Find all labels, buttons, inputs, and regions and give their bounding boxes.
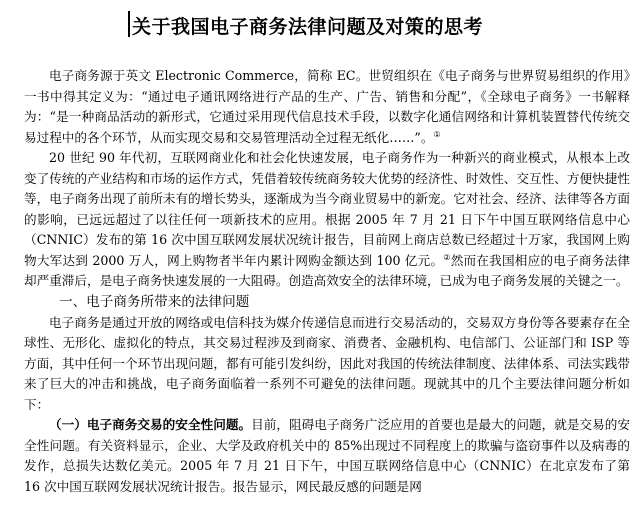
paragraph-legal-issues: 电子商务是通过开放的网络或电信科技为媒介传递信息而进行交易活动的，交易双方身份等各要素存在全球性、无形化、虚拟化的特点，其交易过程涉及到商家、消费者、金融机构、电信部门、公证部门和 ISP 等方面，其中任何一个环节出现问题，都有可能引发纠纷，因此对我国的传统法律制度、法律体系、司法实践带来了巨大的冲击和挑战，电子商务面临着一系列不可避免的法律问题。现就其中的几个主要法律问题分析如下： <box>24 314 630 412</box>
paragraph-background-text-b: 然而在我国相应的电子商务法律却严重滞后，是电子商务快速发展的一大阻碍。创造高效安全的法律环境，已成为电子商务发展的关键之一。 <box>24 252 630 288</box>
paragraph-background-text-a: 20 世纪 90 年代初，互联网商业化和社会化快速发展，电子商务作为一种新兴的商业模式，从根本上改变了传统的产业结构和市场的运作方式，凭借着较传统商务较大优势的经济性、时效性、交互性、方便快捷性等，电子商务出现了前所未有的增长势头，逐渐成为当今商业贸易中的新宠。它对社会、经济、法律等各方面的影响，已远远超过了以往任何一项新技术的应用。根据 2005 年 7 月 21 日下午中国互联网络信息中心（CNNIC）发布的第 16 次中国互联网发展状况统计报告，目前网上商店总数已经超过十万家，我国网上购物大军达到 2000 万人，网上购物者半年内累计网购金额达到 100 亿元。 <box>24 150 630 268</box>
document-title: 关于我国电子商务法律问题及对策的思考 <box>132 16 484 38</box>
paragraph-background <box>24 148 630 292</box>
subsection-heading-security: （一）电子商务交易的安全性问题。 <box>49 417 252 432</box>
paragraph-security <box>24 415 630 497</box>
footnote-ref-2: ② <box>443 252 451 262</box>
paragraph-security-text: 目前，阻碍电子商务广泛应用的首要也是最大的问题，就是交易的安全性问题。有关资料显示，企业、大学及政府机关中的 85%出现过不同程度上的欺骗与盗窃事件以及病毒的发作，总损失达数亿美元。2005 年 7 月 21 日下午，中国互联网络信息中心（CNNIC）在北京发布了第 16 次中国互联网发展状况统计报告。报告显示，网民最反感的问题是网 <box>24 417 631 494</box>
document-body <box>24 66 630 497</box>
paragraph-intro <box>24 66 630 148</box>
text-cursor <box>128 11 130 37</box>
paragraph-intro-text: 电子商务源于英文 Electronic Commerce，简称 EC。世贸组织在《电子商务与世界贸易组织的作用》一书中得其定义为：“通过电子通讯网络进行产品的生产、广告、销售和分配”，《全球电子商务》一书解释为：“是一种商品活动的新形式，它通过采用现代信息技术手段，以数字化通信网络和计算机装置替代传统交易过程中的各个环节，从而实现交易和交易管理活动全过程无纸化……”。 <box>24 68 630 145</box>
footnote-ref-1: ① <box>433 129 441 139</box>
section-heading-1: 一、电子商务所带来的法律问题 <box>59 293 250 310</box>
